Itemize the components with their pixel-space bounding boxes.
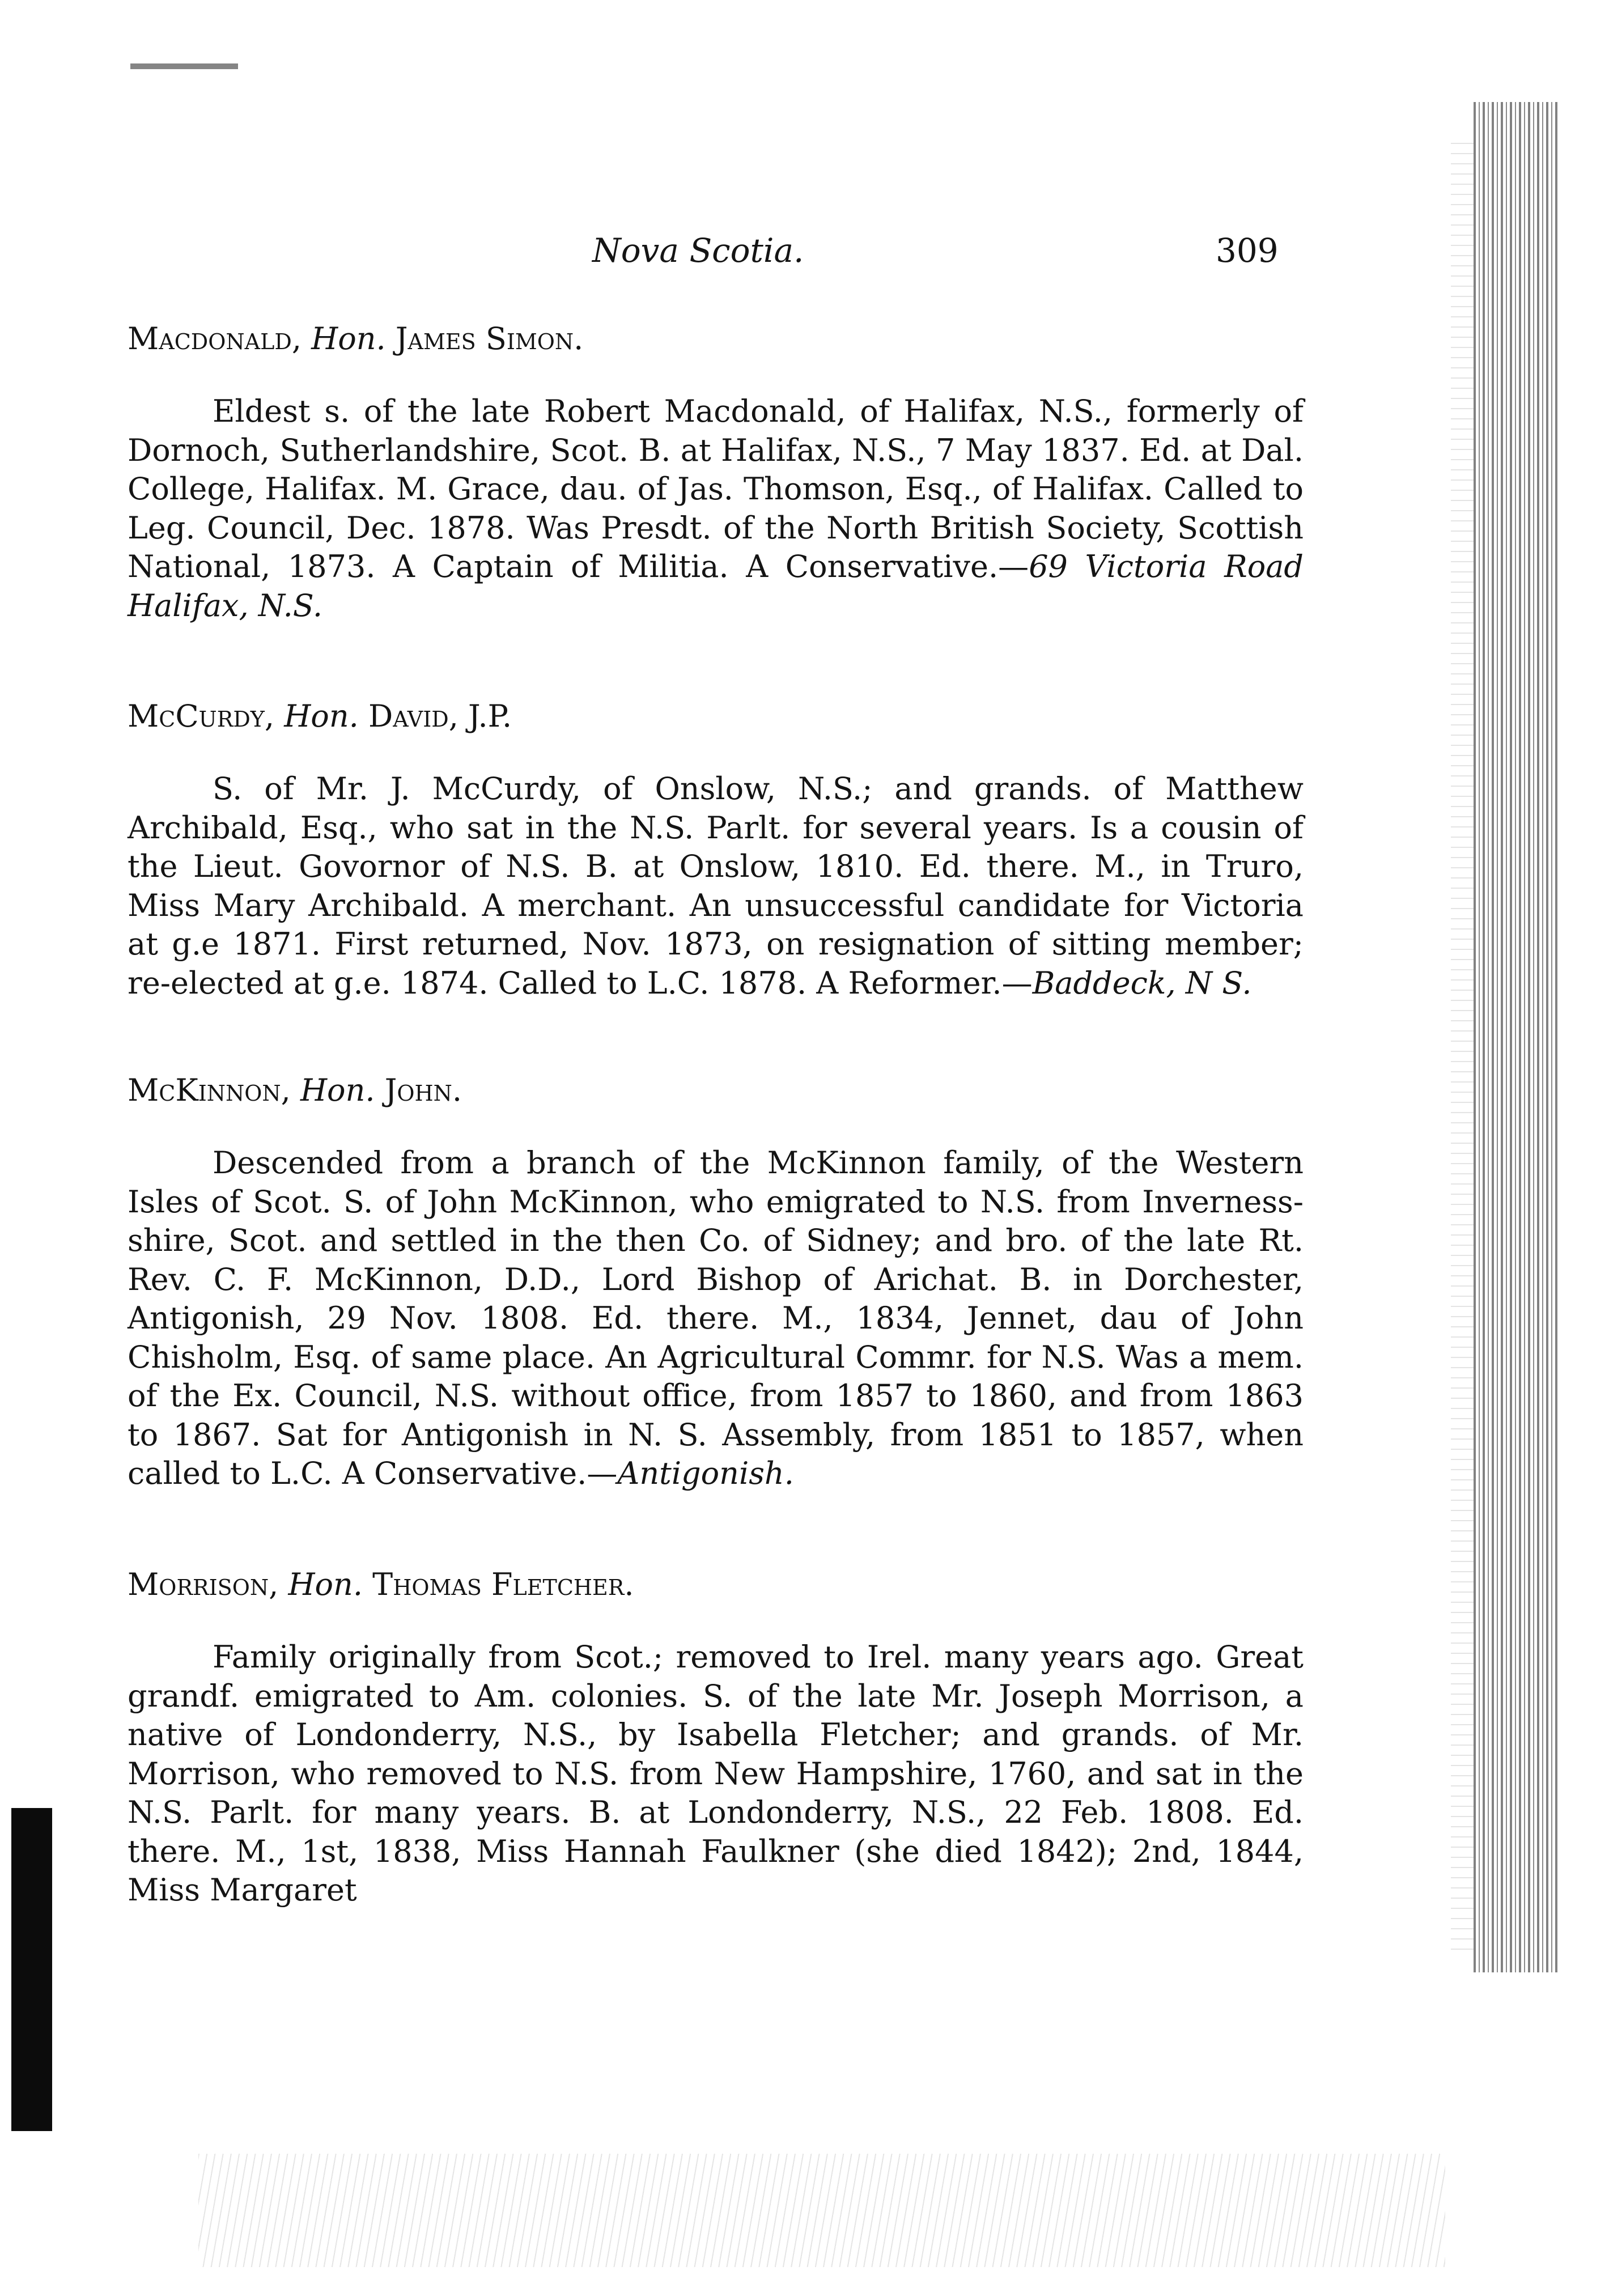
entry-morrison [128, 1564, 1304, 1910]
entry-body [128, 770, 1304, 1003]
scan-speck [130, 63, 238, 69]
scan-noise [198, 2154, 1445, 2267]
page-header [128, 231, 1304, 277]
entry-heading [128, 696, 1304, 737]
biography-text: Descended from a branch of the McKinnon family, of the Western Isles of Scot. S. of John McKinnon, who emigrated to N.S. from Inverness-shire, Scot. and settled in the then Co. of Sidney; and bro. of the late Rt. Rev. C. F. McKinnon, D.D., Lord Bishop of Arichat. B. in Dorchester, Antigonish, 29 Nov. 1808. Ed. there. M., 1834, Jennet, dau of John Chisholm, Esq. of same place. An Agricultural Commr. for N.S. Was a mem. of the Ex. Council, N.S. without office, from 1857 to 1860, and from 1863 to 1867. Sat for Antigonish in N. S. Assembly, from 1851 to 1857, when called to L.C. A Conservative.— [128, 1145, 1304, 1491]
surname: Morrison, [128, 1567, 279, 1602]
honorific: Hon. [288, 1567, 363, 1602]
entry-macdonald [128, 319, 1304, 625]
surname: McKinnon, [128, 1072, 291, 1108]
residence: Baddeck, N S. [1032, 965, 1252, 1001]
given-names: James Simon. [395, 321, 584, 357]
given-names: John. [384, 1072, 462, 1108]
binding-edge [1474, 102, 1559, 1972]
honorific: Hon. [284, 698, 359, 734]
running-title: Nova Scotia. [592, 231, 804, 270]
surname: McCurdy, [128, 698, 275, 734]
entry-heading [128, 1564, 1304, 1605]
biography-text: Eldest s. of the late Robert Macdonald, of Halifax, N.S., formerly of Dornoch, Sutherlandshire, Scot. B. at Halifax, N.S., 7 May 1837. Ed. at Dal. College, Halifax. M. Grace, dau. of Jas. Thomson, Esq., of Halifax. Called to Leg. Council, Dec. 1878. Was Presdt. of the North British Society, Scottish National, 1873. A Captain of Militia. A Conservative.— [128, 393, 1304, 584]
honorific: Hon. [300, 1072, 375, 1108]
entry-heading [128, 1070, 1304, 1111]
honorific: Hon. [311, 321, 386, 357]
surname: Macdonald, [128, 321, 302, 357]
entry-mccurdy [128, 696, 1304, 1003]
entry-body [128, 1638, 1304, 1910]
residence: Antigonish. [617, 1455, 794, 1491]
binding-shadow [1451, 136, 1474, 1950]
page-number: 309 [1216, 231, 1279, 270]
given-names: Thomas Fletcher. [372, 1567, 634, 1602]
entry-mckinnon [128, 1070, 1304, 1493]
scan-edge-bar [11, 1808, 52, 2131]
biography-text: S. of Mr. J. McCurdy, of Onslow, N.S.; and grands. of Matthew Archibald, Esq., who sat in the N.S. Parlt. for several years. Is a cousin of the Lieut. Govornor of N.S. B. at Onslow, 1810. Ed. there. M., in Truro, Miss Mary Archibald. A merchant. An unsuccessful candidate for Victoria at g.e 1871. First returned, Nov. 1873, on resignation of sitting member; re-elected at g.e. 1874. Called to L.C. 1878. A Reformer.— [128, 771, 1304, 1001]
entry-body [128, 392, 1304, 625]
entry-body [128, 1144, 1304, 1493]
biography-text: Family originally from Scot.; removed to Irel. many years ago. Great grandf. emigrated to Am. colonies. S. of the late Mr. Joseph Morrison, a native of Londonderry, N.S., by Isabella Fletcher; and grands. of Mr. Morrison, who removed to N.S. from New Hampshire, 1760, and sat in the N.S. Parlt. for many years. B. at Londonderry, N.S., 22 Feb. 1808. Ed. there. M., 1st, 1838, Miss Hannah Faulkner (she died 1842); 2nd, 1844, Miss Margaret [128, 1639, 1304, 1908]
residence: 69 Victoria Road Halifax, N.S. [128, 549, 1304, 623]
entry-heading [128, 319, 1304, 359]
given-names: David, J.P. [368, 698, 512, 734]
